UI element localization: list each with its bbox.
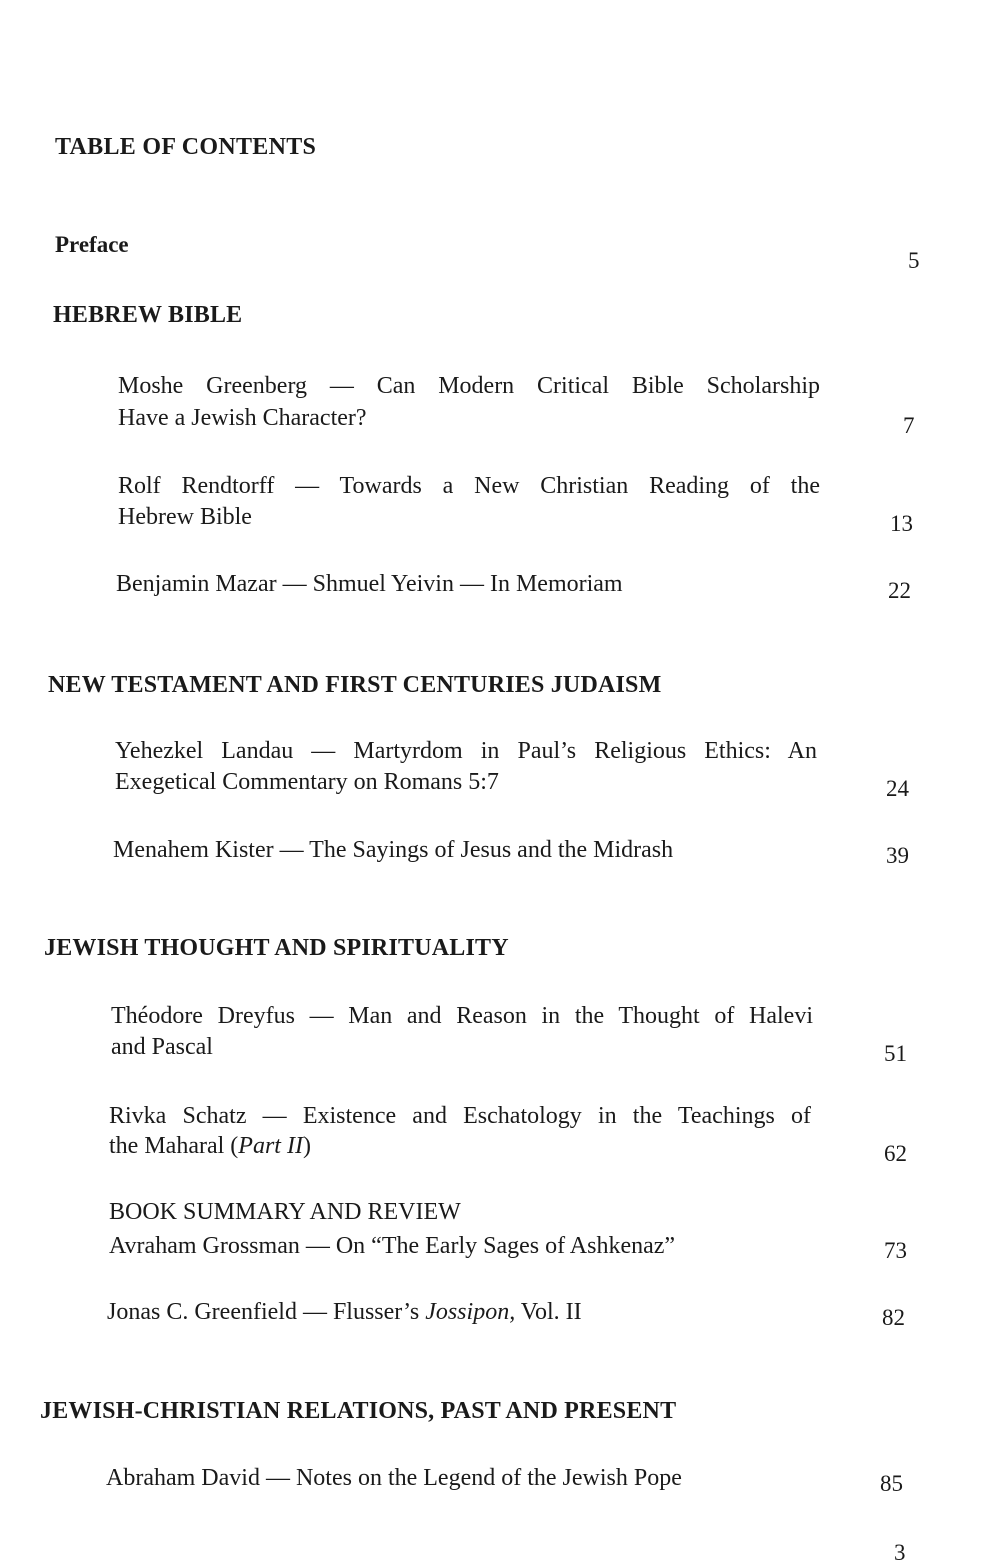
- entry-schatz-line2-italic: Part II: [238, 1133, 303, 1159]
- entry-grossman-line1: Avraham Grossman — On “The Early Sages of Ashkenaz”: [109, 1233, 676, 1259]
- entry-schatz-line2-close: ): [302, 1133, 311, 1159]
- entry-landau-page: 24: [886, 776, 909, 801]
- section-heading-jewish-thought: JEWISH THOUGHT AND SPIRITUALITY: [44, 935, 509, 961]
- folio-page-number: 3: [894, 1540, 906, 1565]
- entry-kister-line1: Menahem Kister — The Sayings of Jesus and the Midrash: [113, 837, 674, 863]
- entry-grossman-page: 73: [884, 1238, 907, 1263]
- entry-david-page: 85: [880, 1471, 903, 1496]
- entry-greenberg-line2: Have a Jewish Character?: [118, 405, 367, 431]
- entry-schatz-line2-text: the Maharal (: [109, 1133, 239, 1159]
- entry-greenfield-line1: [107, 1299, 809, 1326]
- entry-greenfield-page: 82: [882, 1305, 905, 1330]
- entry-greenberg-line1: Moshe Greenberg — Can Modern Critical Bible Scholarship: [118, 373, 820, 399]
- entry-dreyfus-line1: Théodore Dreyfus — Man and Reason in the Thought of Halevi: [111, 1003, 813, 1029]
- entry-landau-line1: Yehezkel Landau — Martyrdom in Paul’s Religious Ethics: An: [115, 738, 817, 764]
- preface-label: Preface: [55, 232, 129, 257]
- entry-mazar-page: 22: [888, 578, 911, 603]
- entry-mazar-line1: Benjamin Mazar — Shmuel Yeivin — In Memoriam: [116, 571, 623, 597]
- entry-schatz-page: 62: [884, 1141, 907, 1166]
- entry-dreyfus-page: 51: [884, 1041, 907, 1066]
- entry-greenfield-italic: Jossipon,: [425, 1299, 516, 1325]
- preface-page-number: 5: [908, 248, 920, 273]
- section-heading-hebrew-bible: HEBREW BIBLE: [53, 302, 243, 328]
- entry-book-summary-subheading: BOOK SUMMARY AND REVIEW: [109, 1199, 461, 1225]
- entry-dreyfus-line2: and Pascal: [111, 1034, 213, 1060]
- page-title: TABLE OF CONTENTS: [55, 134, 317, 160]
- entry-greenberg-page: 7: [903, 413, 915, 438]
- entry-rendtorff-line2: Hebrew Bible: [118, 504, 252, 530]
- entry-schatz-line2: [109, 1133, 811, 1160]
- section-heading-new-testament: NEW TESTAMENT AND FIRST CENTURIES JUDAISM: [48, 672, 662, 698]
- entry-greenfield-text: Jonas C. Greenfield — Flusser’s: [107, 1299, 426, 1325]
- entry-rendtorff-line1: Rolf Rendtorff — Towards a New Christian Reading of the: [118, 473, 820, 499]
- entry-david-line1: Abraham David — Notes on the Legend of the Jewish Pope: [106, 1465, 682, 1491]
- entry-greenfield-volume: Vol. II: [515, 1299, 582, 1325]
- entry-kister-page: 39: [886, 843, 909, 868]
- entry-schatz-line1: Rivka Schatz — Existence and Eschatology in the Teachings of: [109, 1103, 811, 1129]
- section-heading-jewish-christian-relations: JEWISH-CHRISTIAN RELATIONS, PAST AND PRESENT: [40, 1398, 677, 1424]
- entry-landau-line2: Exegetical Commentary on Romans 5:7: [115, 769, 499, 795]
- entry-rendtorff-page: 13: [890, 511, 913, 536]
